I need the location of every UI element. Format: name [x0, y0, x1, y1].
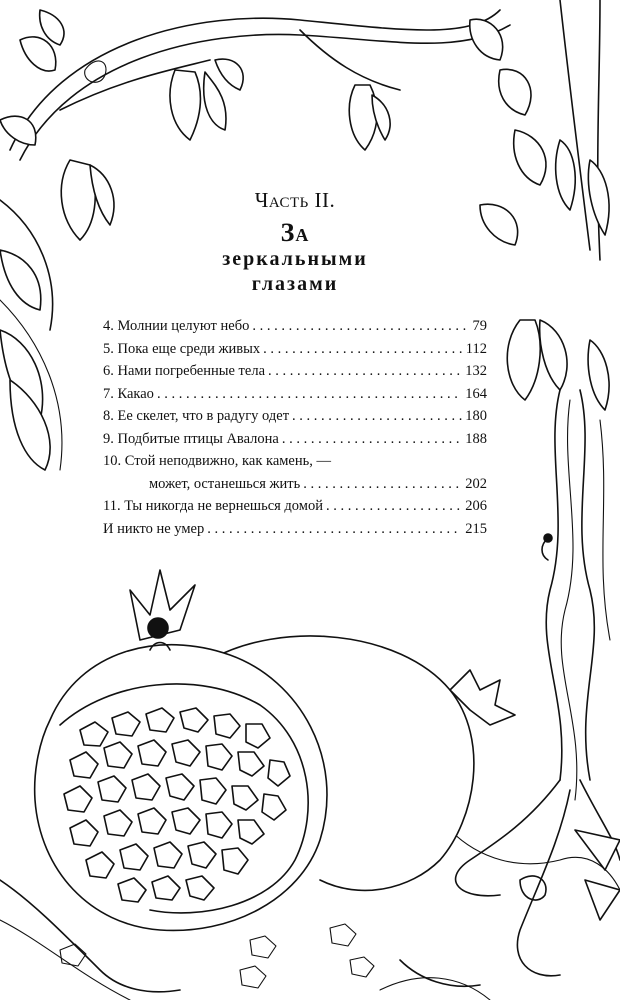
toc-entry-page: 132	[465, 363, 487, 379]
toc-entry-page: 206	[465, 498, 487, 514]
toc-entry-first-line[interactable]	[103, 450, 487, 473]
toc-entry-title: И никто не умер	[103, 520, 205, 537]
toc-entry-title: 5. Пока еще среди живых	[103, 340, 261, 357]
toc-entry-title: 8. Ее скелет, что в радугу одет	[103, 408, 290, 424]
part-label: Часть II.	[254, 188, 336, 212]
toc-entry-title-cont: может, останешься жить	[149, 475, 301, 492]
toc-leader-dots	[303, 473, 462, 496]
toc-entry-title: 4. Молнии целуют небо	[103, 318, 250, 334]
part-title-line-2: зеркальными	[222, 248, 368, 270]
toc-entry[interactable]	[103, 360, 487, 383]
toc-entry[interactable]	[103, 428, 487, 451]
toc-leader-dots	[207, 518, 462, 541]
part-title-line-3: глазами	[251, 273, 339, 295]
toc-leader-dots	[263, 338, 463, 361]
toc-entry-title: 9. Подбитые птицы Авалона	[103, 430, 279, 447]
toc-leader-dots	[326, 495, 462, 518]
toc-entry-page: 202	[465, 475, 487, 492]
part-title-line-1: За	[280, 218, 310, 247]
toc-entry-title: 11. Ты никогда не вернешься домой	[103, 498, 323, 514]
toc-entry-title: 10. Стой неподвижно, как камень, —	[103, 453, 331, 469]
toc-entry-title: 7. Какао	[103, 385, 154, 402]
toc-leader-dots	[157, 383, 462, 406]
toc-entry-page: 164	[465, 385, 487, 402]
toc-entry-continuation[interactable]	[103, 473, 487, 496]
toc-entry[interactable]	[103, 405, 487, 428]
toc-entry-page: 215	[465, 520, 487, 537]
toc-leader-dots	[268, 360, 462, 383]
toc-entry-page: 112	[465, 340, 487, 357]
toc-entry-title: 6. Нами погребенные тела	[103, 363, 265, 379]
toc-leader-dots	[282, 428, 462, 451]
toc-entry[interactable]	[103, 495, 487, 518]
toc-entry-page: 188	[465, 430, 487, 447]
toc-entry[interactable]	[103, 315, 487, 338]
table-of-contents	[103, 315, 487, 540]
toc-leader-dots	[292, 405, 462, 428]
toc-entry-page: 79	[472, 318, 487, 334]
toc-entry[interactable]	[103, 518, 487, 541]
toc-leader-dots	[252, 315, 469, 338]
toc-entry[interactable]	[103, 338, 487, 361]
toc-entry[interactable]	[103, 383, 487, 406]
toc-entry-page: 180	[465, 408, 487, 424]
